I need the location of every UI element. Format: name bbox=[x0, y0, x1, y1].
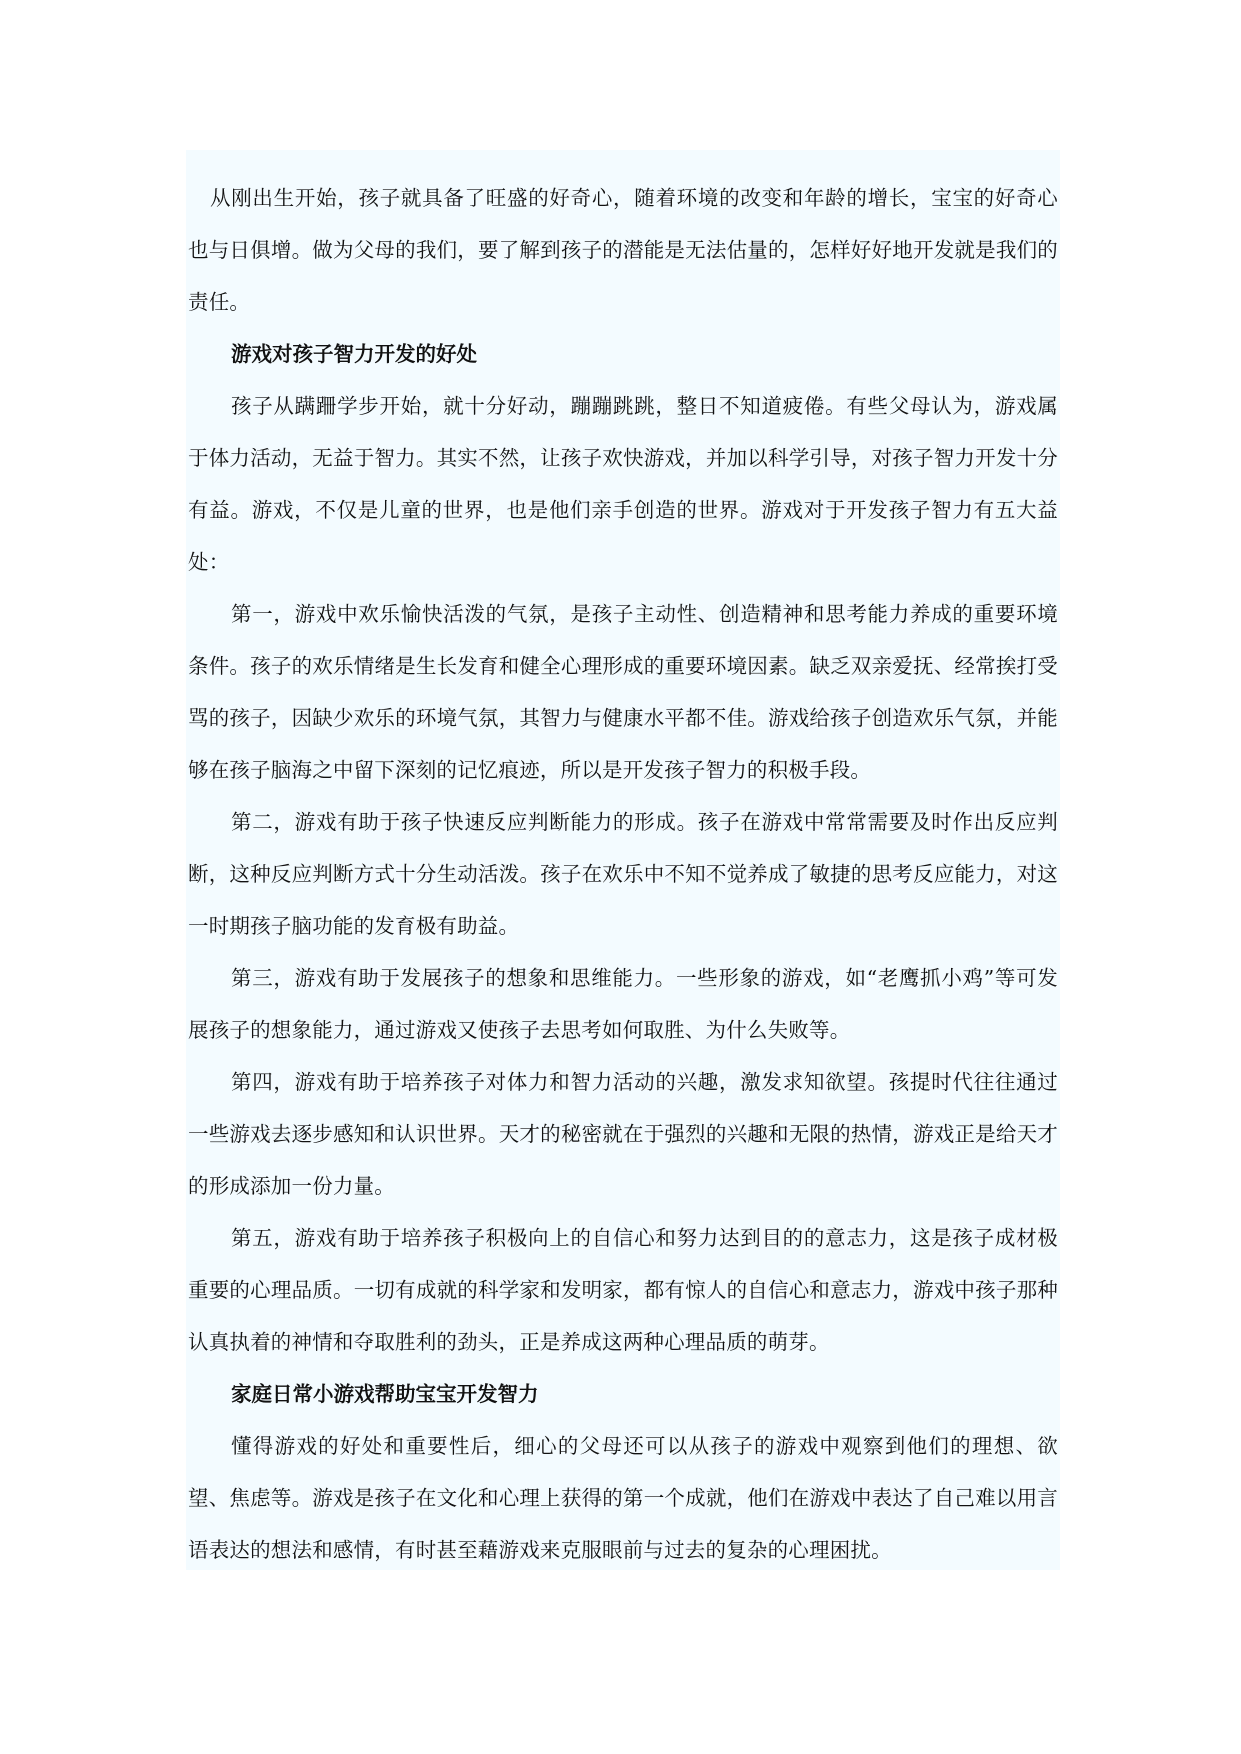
body-paragraph: 懂得游戏的好处和重要性后，细心的父母还可以从孩子的游戏中观察到他们的理想、欲望、焦虑等。游戏是孩子在文化和心理上获得的第一个成就，他们在游戏中表达了自己难以用言语表达的想法和感情，有时甚至藉游戏来克服眼前与过去的复杂的心理困扰。 bbox=[188, 1434, 1058, 1562]
body-paragraph: 第一，游戏中欢乐愉快活泼的气氛，是孩子主动性、创造精神和思考能力养成的重要环境条件。孩子的欢乐情绪是生长发育和健全心理形成的重要环境因素。缺乏双亲爱抚、经常挨打受骂的孩子，因缺少欢乐的环境气氛，其智力与健康水平都不佳。游戏给孩子创造欢乐气氛，并能够在孩子脑海之中留下深刻的记忆痕迹，所以是开发孩子智力的积极手段。 bbox=[188, 602, 1058, 782]
section-heading-benefits: 游戏对孩子智力开发的好处 bbox=[231, 342, 477, 366]
body-paragraph: 第三，游戏有助于发展孩子的想象和思维能力。一些形象的游戏，如“老鹰抓小鸡”等可发展孩子的想象能力，通过游戏又使孩子去思考如何取胜、为什么失败等。 bbox=[188, 966, 1058, 1042]
body-paragraph: 第四，游戏有助于培养孩子对体力和智力活动的兴趣，激发求知欲望。孩提时代往往通过一些游戏去逐步感知和认识世界。天才的秘密就在于强烈的兴趣和无限的热情，游戏正是给天才的形成添加一份力量。 bbox=[188, 1070, 1058, 1198]
body-paragraph: 孩子从蹒跚学步开始，就十分好动，蹦蹦跳跳，整日不知道疲倦。有些父母认为，游戏属于体力活动，无益于智力。其实不然，让孩子欢快游戏，并加以科学引导，对孩子智力开发十分有益。游戏，不仅是儿童的世界，也是他们亲手创造的世界。游戏对于开发孩子智力有五大益处： bbox=[188, 394, 1058, 574]
article-body bbox=[186, 150, 1060, 1570]
section-heading-home-games: 家庭日常小游戏帮助宝宝开发智力 bbox=[231, 1382, 539, 1406]
intro-paragraph: 从刚出生开始，孩子就具备了旺盛的好奇心，随着环境的改变和年龄的增长，宝宝的好奇心也与日俱增。做为父母的我们，要了解到孩子的潜能是无法估量的，怎样好好地开发就是我们的责任。 bbox=[188, 186, 1058, 314]
body-paragraph: 第五，游戏有助于培养孩子积极向上的自信心和努力达到目的的意志力，这是孩子成材极重要的心理品质。一切有成就的科学家和发明家，都有惊人的自信心和意志力，游戏中孩子那种认真执着的神情和夺取胜利的劲头，正是养成这两种心理品质的萌芽。 bbox=[188, 1226, 1058, 1354]
body-paragraph: 第二，游戏有助于孩子快速反应判断能力的形成。孩子在游戏中常常需要及时作出反应判断，这种反应判断方式十分生动活泼。孩子在欢乐中不知不觉养成了敏捷的思考反应能力，对这一时期孩子脑功能的发育极有助益。 bbox=[188, 810, 1058, 938]
